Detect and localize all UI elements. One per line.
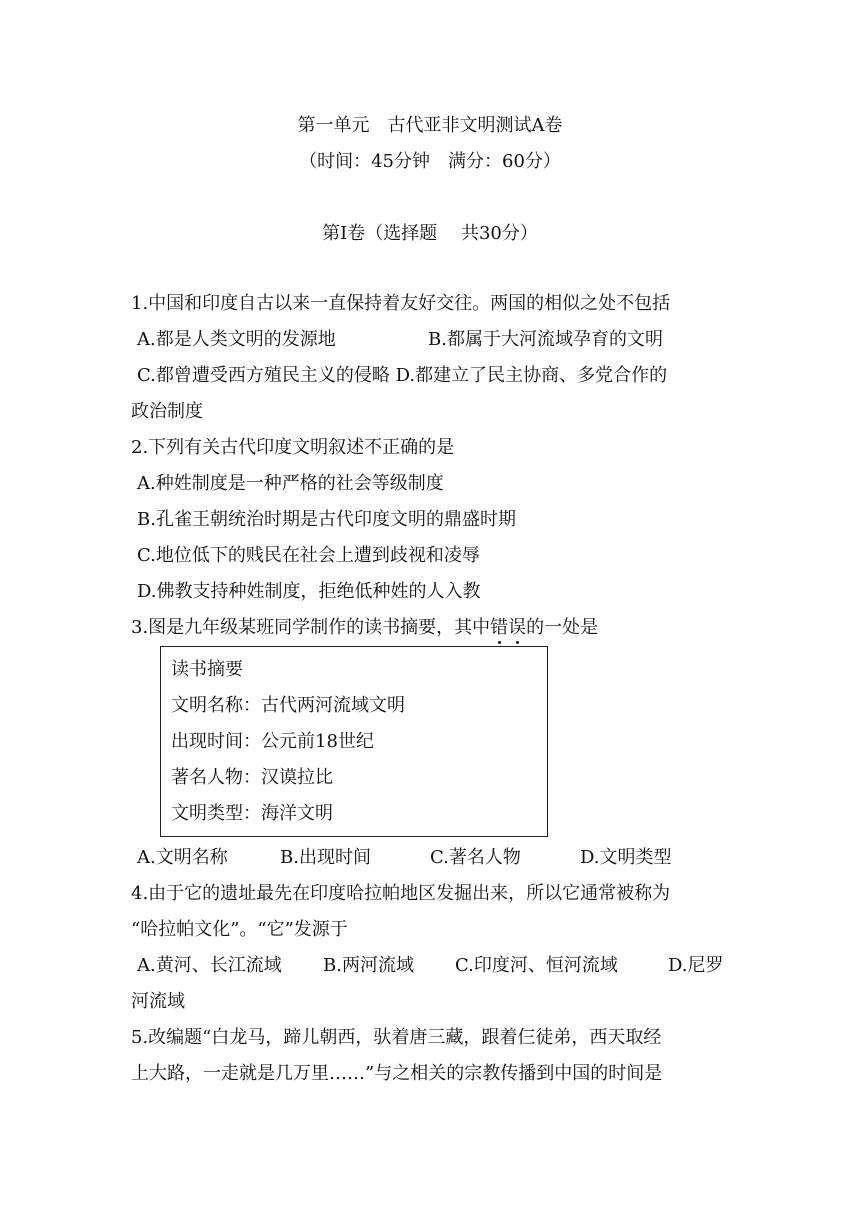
q4-option-d: D.尼罗 bbox=[668, 955, 724, 976]
q1-option-b: B.都属于大河流域孕育的文明 bbox=[428, 329, 663, 350]
page-title: 第一单元 古代亚非文明测试A卷 bbox=[297, 115, 563, 136]
question-3-stem bbox=[131, 616, 598, 640]
section-heading: 第Ⅰ卷（选择题 共30分） bbox=[322, 223, 538, 244]
q3-option-a: A.文明名称 bbox=[137, 847, 228, 868]
q2-option-c: C.地位低下的贱民在社会上遭到歧视和凌辱 bbox=[137, 545, 480, 566]
question-4-stem-line-2: “哈拉帕文化”。“它”发源于 bbox=[131, 919, 348, 940]
page-subtitle: （时间：45分钟 满分：60分） bbox=[299, 151, 561, 172]
q3-option-d: D.文明类型 bbox=[580, 847, 672, 868]
card-row-time: 出现时间：公元前18世纪 bbox=[171, 731, 374, 752]
card-row-type: 文明类型：海洋文明 bbox=[171, 803, 333, 824]
question-1-stem: 1.中国和印度自古以来一直保持着友好交往。两国的相似之处不包括 bbox=[131, 293, 671, 314]
q3-stem-before: 3.图是九年级某班同学制作的读书摘要，其中 bbox=[131, 617, 491, 638]
q1-option-a: A.都是人类文明的发源地 bbox=[137, 329, 336, 350]
q3-stem-after: 的一处是 bbox=[526, 617, 599, 638]
q1-option-d-continued: 政治制度 bbox=[131, 401, 203, 422]
q3-emphasis-char-1: 错 bbox=[490, 617, 509, 638]
reading-summary-card bbox=[160, 646, 548, 837]
q4-option-d-continued: 河流域 bbox=[131, 991, 185, 1012]
q2-option-b: B.孔雀王朝统治时期是古代印度文明的鼎盛时期 bbox=[137, 509, 516, 530]
card-row-name: 文明名称：古代两河流域文明 bbox=[171, 695, 405, 716]
question-5-stem-line-1: 5.改编题“白龙马，蹄儿朝西，驮着唐三藏，跟着仨徒弟，西天取经 bbox=[131, 1027, 662, 1048]
q2-option-d: D.佛教支持种姓制度，拒绝低种姓的人入教 bbox=[137, 581, 481, 602]
card-row-person: 著名人物：汉谟拉比 bbox=[171, 767, 333, 788]
q4-option-a: A.黄河、长江流域 bbox=[137, 955, 282, 976]
question-2-stem: 2.下列有关古代印度文明叙述不正确的是 bbox=[131, 437, 455, 458]
q1-option-c-d: C.都曾遭受西方殖民主义的侵略 D.都建立了民主协商、多党合作的 bbox=[137, 365, 668, 386]
q4-option-b: B.两河流域 bbox=[323, 955, 414, 976]
q2-option-a: A.种姓制度是一种严格的社会等级制度 bbox=[137, 473, 444, 494]
card-heading: 读书摘要 bbox=[171, 659, 243, 680]
q3-option-c: C.著名人物 bbox=[430, 847, 521, 868]
q3-emphasis-char-2: 误 bbox=[508, 617, 527, 638]
q3-option-b: B.出现时间 bbox=[280, 847, 371, 868]
question-5-stem-line-2: 上大路，一走就是几万里……”与之相关的宗教传播到中国的时间是 bbox=[131, 1063, 663, 1084]
q4-option-c: C.印度河、恒河流域 bbox=[455, 955, 618, 976]
question-4-stem-line-1: 4.由于它的遗址最先在印度哈拉帕地区发掘出来，所以它通常被称为 bbox=[131, 883, 671, 904]
